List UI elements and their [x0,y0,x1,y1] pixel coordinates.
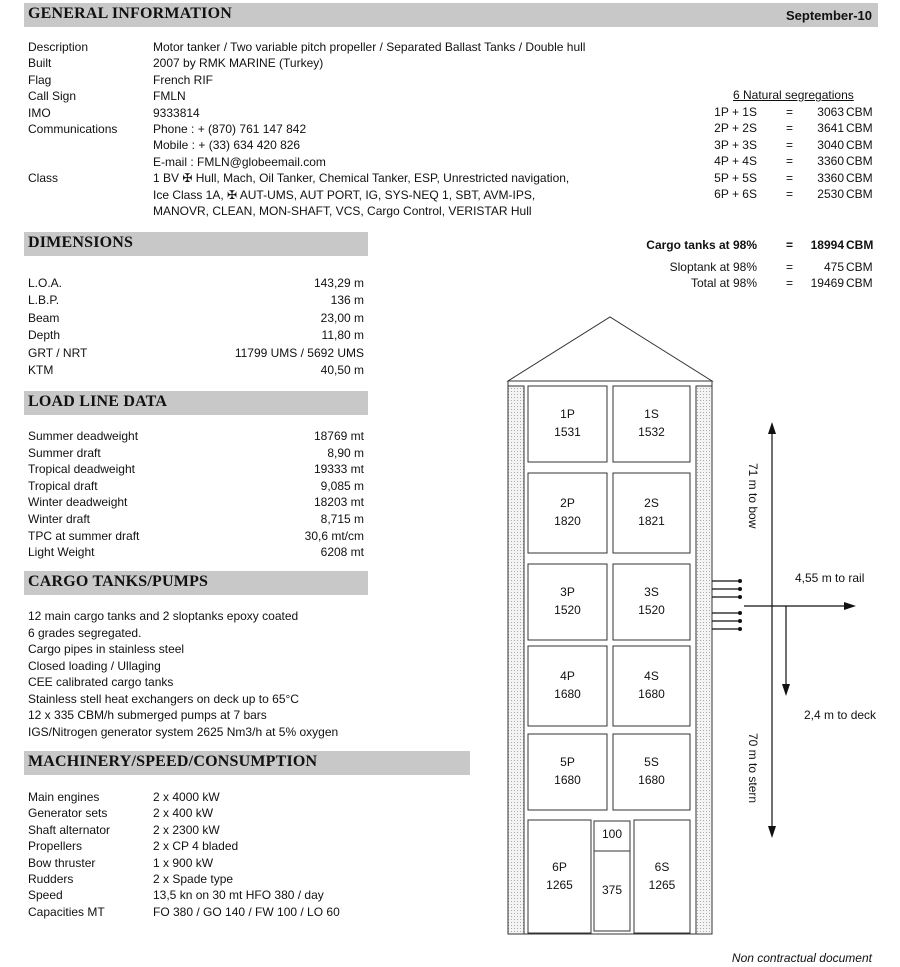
tank-volume: 1820 [554,514,581,528]
to-deck-label: 2,4 m to deck [804,708,877,722]
footer-note: Non contractual document [731,951,872,965]
machinery-label: Bow thruster [28,855,96,870]
general-label: Class [28,171,59,186]
general-value: 9333814 [153,105,200,120]
dimensions-value: 40,50 m [320,363,364,377]
machinery-value: 2 x Spade type [153,872,234,886]
segregation-pair: 1P + 1S [714,105,757,119]
general-value: Motor tanker / Two variable pitch propeller / Separated Ballast Tanks / Double hull [153,40,586,54]
segregation-unit: CBM [846,137,873,152]
to-stern-label: 70 m to stern [746,733,760,804]
dimensions-value: 11799 UMS / 5692 UMS [234,345,364,360]
manifold [712,581,740,629]
machinery-value: 2 x 400 kW [153,806,214,821]
loadline-label: Winter draft [28,512,91,526]
machinery-value: 13,5 kn on 30 mt HFO 380 / day [153,888,324,903]
cargo-tank [634,820,690,933]
general-label: Description [28,40,89,54]
loadline-label: Light Weight [28,545,95,560]
loadline-value: 30,6 mt/cm [304,528,364,543]
tank-name: 1P [560,407,575,421]
total-cargo-value: 18994 [810,238,844,252]
segregation-eq: = [786,137,794,152]
tank-volume: 1265 [648,878,676,892]
loadline-label: Tropical draft [28,478,98,493]
cargo-pump-line: Cargo pipes in stainless steel [28,642,185,656]
total-cargo-label: Cargo tanks at 98% [646,238,757,252]
segregation-eq: = [786,105,794,119]
segregation-eq: = [786,170,794,185]
tank-volume: 1680 [554,773,581,787]
cargo-tank [528,734,607,810]
machinery-label: Capacities MT [28,904,105,919]
dimensions-label: L.O.A. [28,276,63,290]
tank-volume: 1520 [638,603,665,617]
cargo-tank [528,564,607,640]
machinery-value: 2 x 2300 kW [153,822,220,837]
tank-volume: 1680 [638,687,665,701]
loadline-value: 6208 mt [320,545,364,560]
tank-volume: 1265 [546,878,573,892]
general-label: Flag [28,72,52,87]
loadline-title: LOAD LINE DATA [28,393,168,410]
total-total-label: Total at 98% [690,276,757,290]
segregation-value: 3063 [817,105,844,119]
general-value: Ice Class 1A, ✠ AUT-UMS, AUT PORT, IG, SYS-NEQ 1, SBT, AVM-IPS, [153,187,536,202]
ballast-left [508,386,524,934]
machinery-label: Propellers [28,839,83,854]
dimensions-title: DIMENSIONS [28,234,134,251]
segregation-unit: CBM [846,170,873,185]
slop-tank-bottom-label: 375 [601,883,623,897]
segregation-value: 3040 [817,137,844,152]
dimensions-label: Beam [28,310,60,325]
segregation-unit: CBM [846,187,873,201]
machinery-value: FO 380 / GO 140 / FW 100 / LO 60 [153,904,340,919]
general-label: Communications [28,122,118,136]
general-value: FMLN [153,89,186,104]
segregation-pair: 3P + 3S [714,137,757,152]
segregation-pair: 2P + 2S [714,121,757,136]
dimensions-label: Depth [28,328,61,343]
cargo-pump-line: IGS/Nitrogen generator system 2625 Nm3/h at 5% oxygen [28,724,339,739]
total-slop-unit: CBM [846,260,873,274]
cargo-tank [528,646,607,726]
general-label: Built [28,56,52,71]
machinery-label: Main engines [28,790,100,804]
general-label: Call Sign [28,89,77,104]
machinery-value: 2 x CP 4 bladed [153,839,239,854]
general-value: Phone : + (870) 761 147 842 [153,122,307,136]
loadline-value: 8,715 m [320,512,364,526]
tank-name: 5P [560,755,575,769]
tank-volume: 1680 [554,687,581,701]
cargo-pump-line: Stainless stell heat exchangers on deck up to 65°C [28,691,299,706]
tank-name: 5S [644,755,659,769]
general-value: E-mail : FMLN@globeemail.com [153,154,326,169]
to-bow-label: 71 m to bow [746,463,760,529]
tank-name: 6S [654,860,670,874]
tank-name: 1S [644,407,659,421]
general-value: 2007 by RMK MARINE (Turkey) [153,56,324,71]
dimensions-label: GRT / NRT [28,345,88,360]
segregations-title: 6 Natural segregations [733,88,854,102]
segregation-pair: 6P + 6S [714,187,757,201]
dimensions-label: L.B.P. [28,293,60,308]
loadline-value: 9,085 m [320,478,364,493]
document-date: September-10 [786,8,872,23]
cargo-pumps-title: CARGO TANKS/PUMPS [28,573,209,590]
tank-volume: 1532 [638,425,665,439]
tank-volume: 1821 [638,514,665,528]
tank-name: 3S [644,585,659,599]
dimensions-value: 23,00 m [320,310,364,325]
segregation-value: 3360 [817,154,844,169]
cargo-pump-line: CEE calibrated cargo tanks [28,675,174,689]
total-cargo-unit: CBM [846,238,874,252]
segregation-value: 2530 [817,187,844,201]
segregation-eq: = [786,121,794,136]
tank-volume: 1680 [638,773,665,787]
general-value: MANOVR, CLEAN, MON-SHAFT, VCS, Cargo Control, VERISTAR Hull [153,204,532,218]
cargo-tank [528,473,607,553]
dimensions-value: 11,80 m [321,328,364,343]
tank-volume: 1520 [554,603,581,617]
tank-volume: 1531 [554,425,581,439]
machinery-title: MACHINERY/SPEED/CONSUMPTION [28,753,318,770]
cargo-pump-line: 12 main cargo tanks and 2 sloptanks epoxy coated [28,609,299,623]
segregation-value: 3360 [817,170,844,185]
machinery-label: Speed [28,888,63,903]
total-total-eq: = [786,276,794,290]
general-value: 1 BV ✠ Hull, Mach, Oil Tanker, Chemical Tanker, ESP, Unrestricted navigation, [153,171,570,186]
segregation-eq: = [786,187,794,201]
dimensions-value: 136 m [330,293,364,308]
loadline-value: 18203 mt [313,495,364,510]
loadline-value: 18769 mt [313,429,364,443]
deck-arrow-icon [782,684,790,696]
segregation-value: 3641 [817,121,844,136]
total-total-unit: CBM [846,276,873,290]
total-slop-eq: = [786,260,794,274]
loadline-label: Winter deadweight [28,495,128,510]
cargo-tank [528,386,607,462]
machinery-label: Generator sets [28,806,108,821]
loadline-label: Summer deadweight [28,429,139,443]
general-value: French RIF [153,72,214,87]
tank-name: 4P [560,669,575,683]
cargo-tank [613,386,690,462]
segregation-unit: CBM [846,154,873,169]
cargo-pump-line: 12 x 335 CBM/h submerged pumps at 7 bars [28,708,267,722]
machinery-label: Shaft alternator [28,822,111,837]
machinery-label: Rudders [28,872,74,886]
loadline-label: Summer draft [28,445,101,460]
segregation-pair: 4P + 4S [714,154,757,169]
slop-tank-top-label: 100 [601,827,623,841]
general-value: Mobile : + (33) 634 420 826 [153,138,301,153]
rail-arrow-icon [844,602,856,610]
segregation-unit: CBM [846,121,873,136]
ballast-right [696,386,712,934]
loadline-label: TPC at summer draft [28,528,140,543]
tank-name: 2P [560,496,575,510]
total-total-value: 19469 [810,276,844,290]
machinery-value: 1 x 900 kW [153,855,214,870]
cargo-tank [613,734,690,810]
general-label: IMO [28,105,51,120]
tank-name: 6P [552,860,567,874]
tank-name: 4S [644,669,659,683]
loadline-value: 8,90 m [327,445,364,460]
general-info-title: GENERAL INFORMATION [28,5,232,22]
cargo-tank [613,473,690,553]
loadline-value: 19333 mt [313,462,364,477]
ship-bow-roof [508,317,712,381]
to-rail-label: 4,55 m to rail [795,571,865,585]
cargo-pump-line: Closed loading / Ullaging [28,658,161,673]
dimensions-value: 143,29 m [313,276,364,290]
tank-name: 2S [644,496,659,510]
loadline-label: Tropical deadweight [28,462,135,477]
segregation-eq: = [786,154,794,169]
segregation-unit: CBM [846,105,873,119]
cargo-tank [613,646,690,726]
machinery-value: 2 x 4000 kW [153,790,220,804]
dimensions-label: KTM [28,363,54,377]
total-slop-value: 475 [823,260,844,274]
total-slop-label: Sloptank at 98% [669,260,757,274]
segregation-pair: 5P + 5S [714,170,757,185]
cargo-pump-line: 6 grades segregated. [28,625,142,640]
tank-name: 3P [560,585,575,599]
total-cargo-eq: = [786,238,794,252]
cargo-tank [528,820,591,933]
cargo-tank [613,564,690,640]
